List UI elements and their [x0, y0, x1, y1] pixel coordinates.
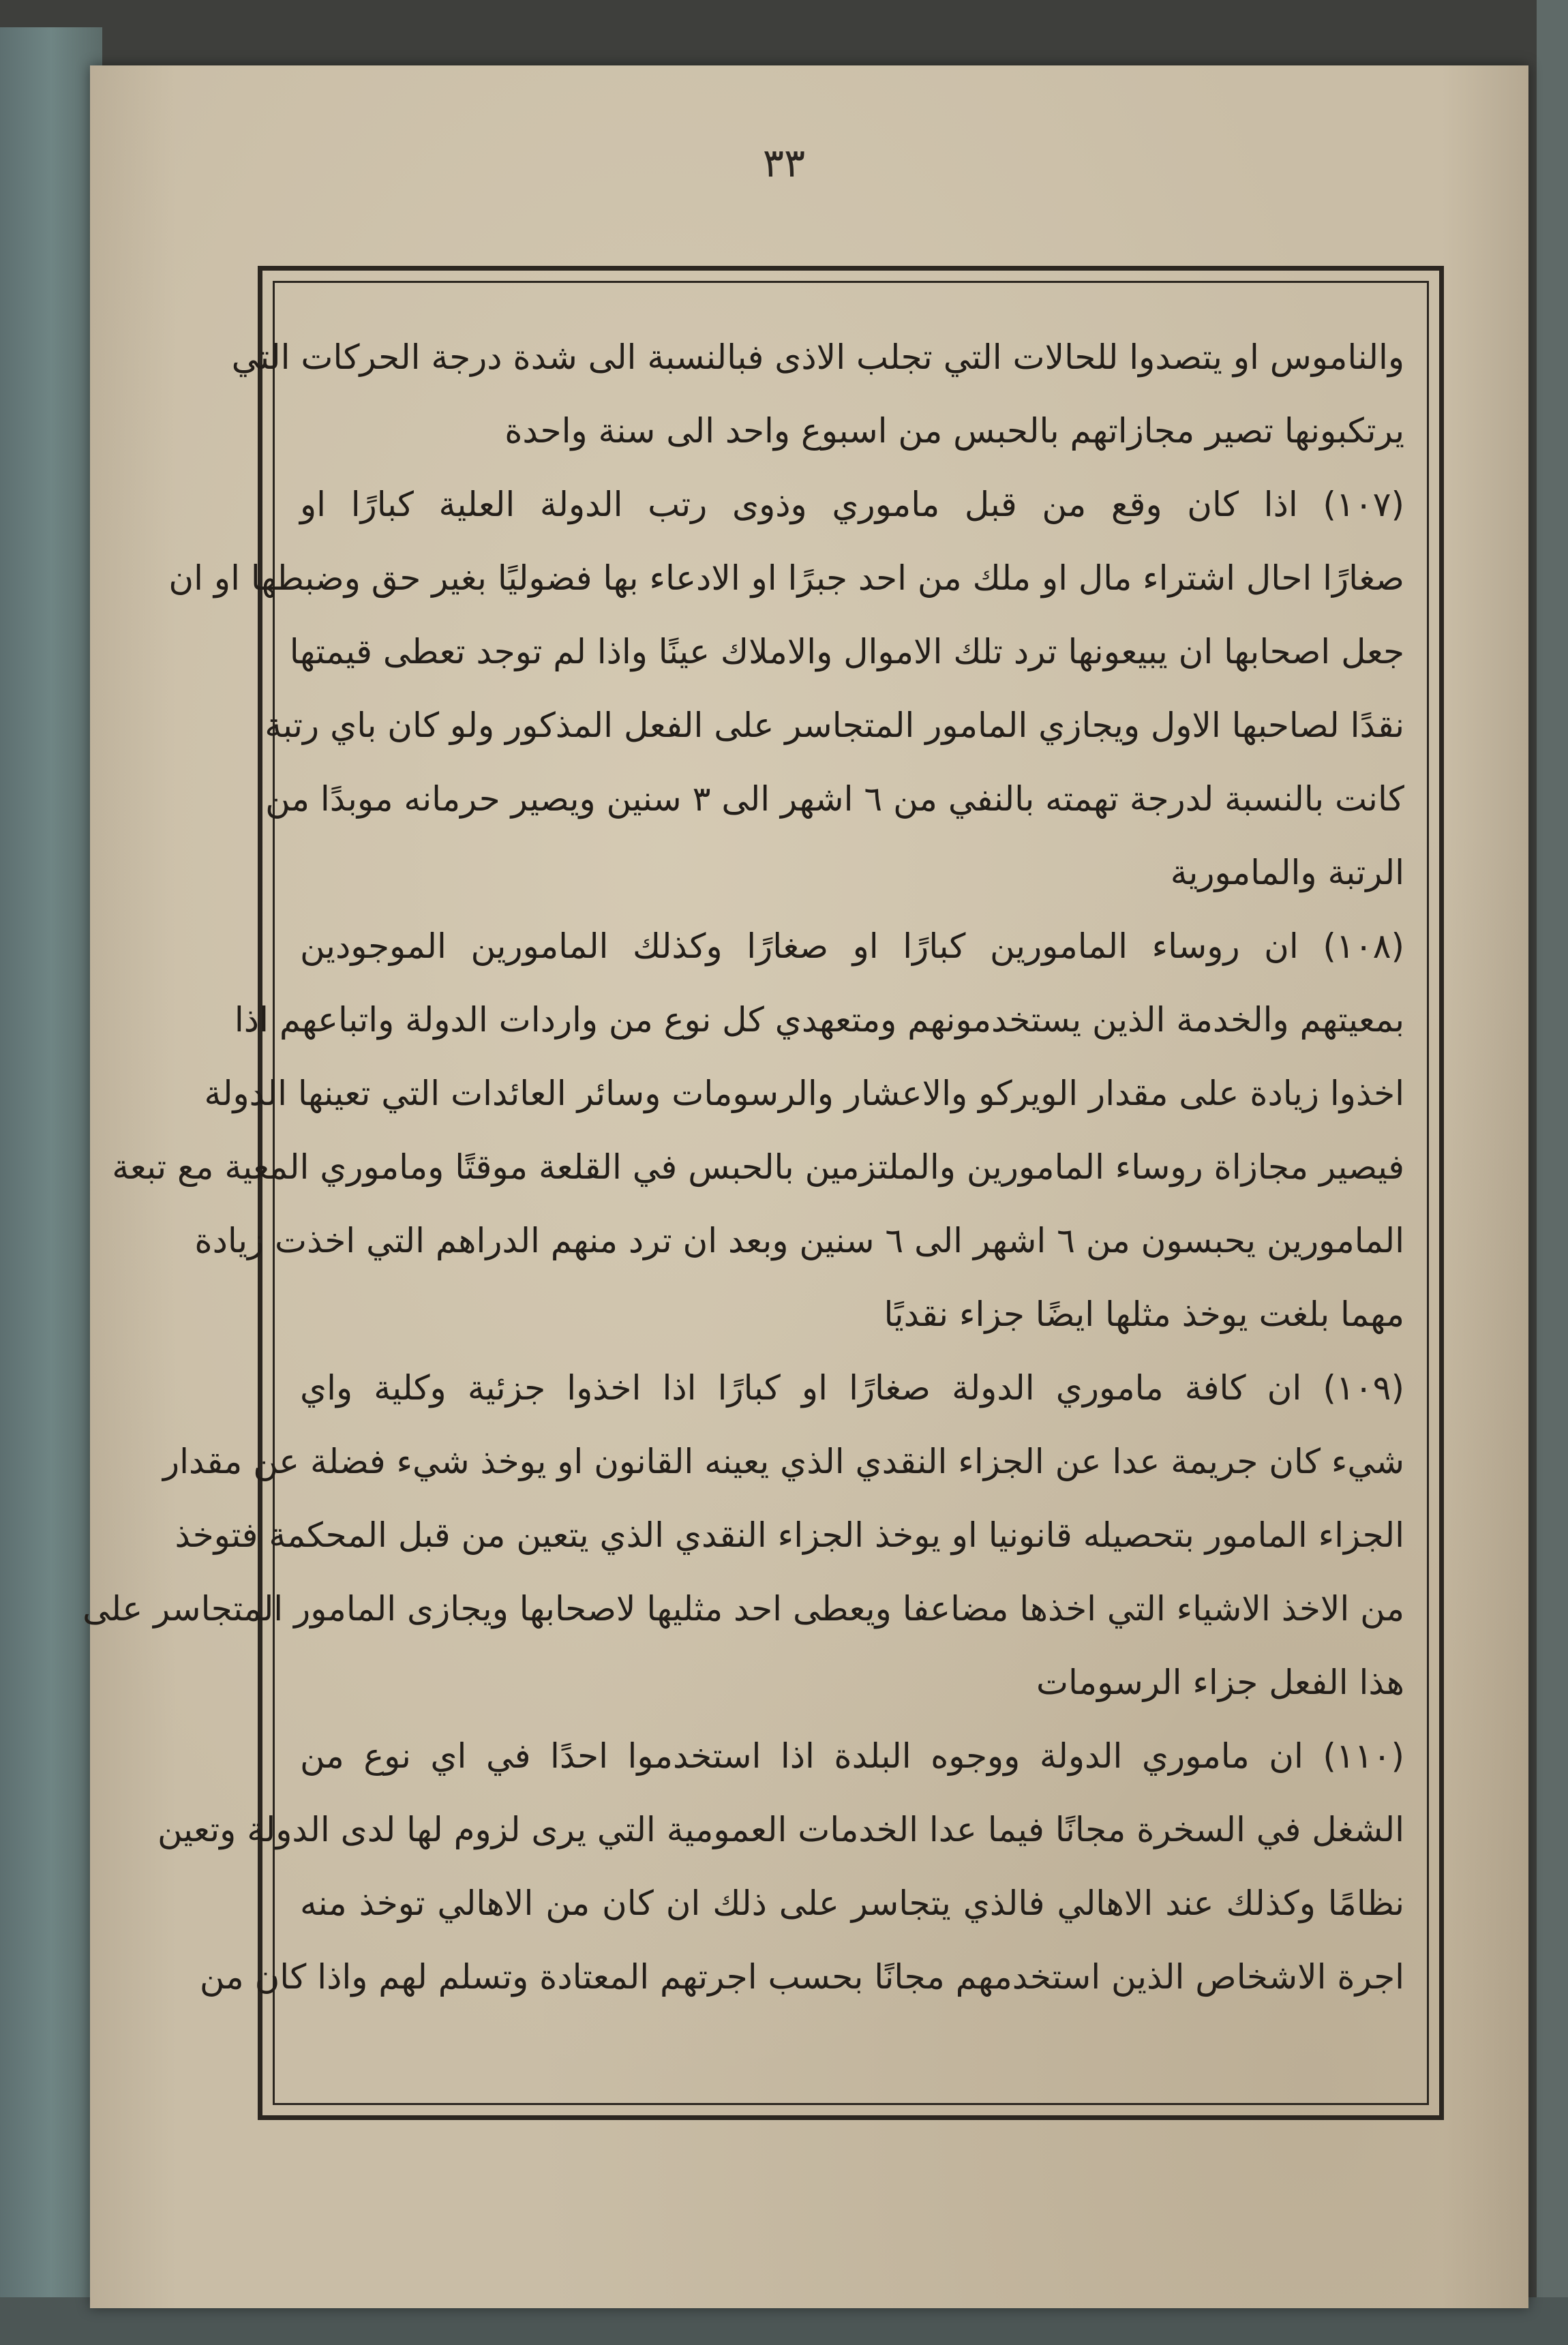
text-line: نقدًا لصاحبها الاول ويجازي المامور المتجاسر على الفعل المذكور ولو كان باي رتبة — [265, 706, 1404, 745]
text-line: اجرة الاشخاص الذين استخدمهم مجانًا بحسب اجرتهم المعتادة وتسلم لهم واذا كان من — [199, 1957, 1404, 1997]
text-line: والناموس او يتصدوا للحالات التي تجلب الاذى فبالنسبة الى شدة درجة الحركات التي — [231, 337, 1404, 377]
text-line: مهما بلغت يوخذ مثلها ايضًا جزاء نقديًا — [884, 1295, 1404, 1334]
text-line: (١١٠) ان ماموري الدولة ووجوه البلدة اذا استخدموا احدًا في اي نوع من — [300, 1736, 1404, 1776]
text-line: المامورين يحبسون من ٦ اشهر الى ٦ سنين وبعد ان ترد منهم الدراهم التي اخذت زيادة — [194, 1221, 1404, 1260]
book-cover-edge-left — [0, 27, 102, 2345]
text-line: اخذوا زيادة على مقدار الويركو والاعشار والرسومات وسائر العائدات التي تعينها الدولة — [204, 1074, 1404, 1113]
text-line: (١٠٨) ان روساء المامورين كبارًا او صغارًا وكذلك المامورين الموجودين — [300, 926, 1404, 966]
text-line: الرتبة والمامورية — [1170, 853, 1404, 892]
text-line: الجزاء المامور بتحصيله قانونيا او يوخذ الجزاء النقدي الذي يتعين من قبل المحكمة فتوخذ — [175, 1515, 1404, 1555]
book-cover-edge-right — [1537, 0, 1568, 2345]
text-line: (١٠٧) اذا كان وقع من قبل ماموري وذوى رتب الدولة العلية كبارًا او — [300, 485, 1404, 524]
text-line: يرتكبونها تصير مجازاتهم بالحبس من اسبوع واحد الى سنة واحدة — [504, 411, 1404, 451]
text-line: (١٠٩) ان كافة ماموري الدولة صغارًا او كبارًا اذا اخذوا جزئية وكلية واي — [300, 1368, 1404, 1408]
page-number: ٣٣ — [762, 140, 806, 186]
text-line: هذا الفعل جزاء الرسومات — [1036, 1663, 1404, 1702]
text-line: من الاخذ الاشياء التي اخذها مضاعفا ويعطى احد مثليها لاصحابها ويجازى المامور المتجاسر على — [82, 1589, 1404, 1629]
text-line: نظامًا وكذلك عند الاهالي فالذي يتجاسر على ذلك ان كان من الاهالي توخذ منه — [300, 1883, 1404, 1923]
text-line: شيء كان جريمة عدا عن الجزاء النقدي الذي يعينه القانون او يوخذ شيء فضلة عن مقدار — [162, 1442, 1404, 1481]
text-line: جعل اصحابها ان يبيعونها ترد تلك الاموال والاملاك عينًا واذا لم توجد تعطى قيمتها — [289, 632, 1404, 671]
text-line: كانت بالنسبة لدرجة تهمته بالنفي من ٦ اشهر الى ٣ سنين ويصير حرمانه موبدًا من — [265, 779, 1404, 819]
text-line: بمعيتهم والخدمة الذين يستخدمونهم ومتعهدي كل نوع من واردات الدولة واتباعهم اذا — [234, 1000, 1404, 1040]
body-text — [82, 320, 1404, 2093]
text-line: الشغل في السخرة مجانًا فيما عدا الخدمات العمومية التي يرى لزوم لها لدى الدولة وتعين — [157, 1810, 1404, 1849]
text-line: فيصير مجازاة روساء المامورين والملتزمين بالحبس في القلعة موقتًا وماموري المعية مع تبعة — [112, 1147, 1404, 1187]
text-line: صغارًا احال اشتراء مال او ملك من احد جبرًا او الادعاء بها فضوليًا بغير حق وضبطها او ان — [168, 558, 1404, 598]
